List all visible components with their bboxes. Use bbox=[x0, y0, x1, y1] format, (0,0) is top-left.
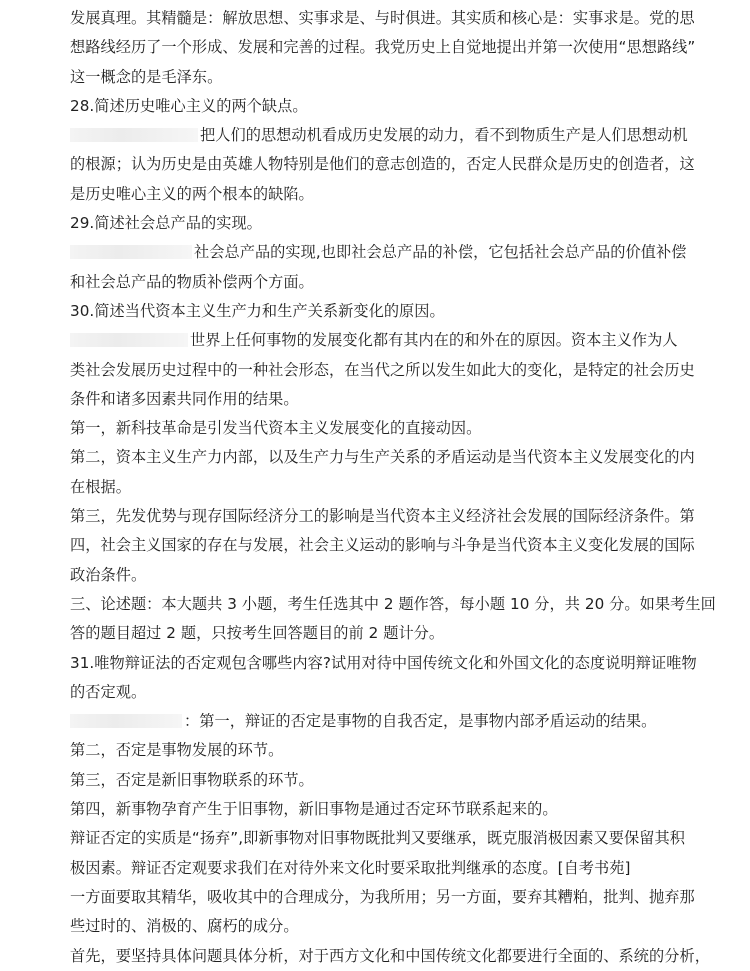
text-line: 条件和诸多因素共同作用的结果。 bbox=[70, 389, 299, 408]
text-line: 第二，资本主义生产力内部，以及生产力与生产关系的矛盾运动是当代资本主义发展变化的内 bbox=[70, 448, 695, 467]
text-line: 和社会总产品的物质补偿两个方面。 bbox=[70, 272, 314, 291]
answer-line bbox=[70, 707, 722, 736]
text-line: 答的题目超过 2 题，只按考生回答题目的前 2 题计分。 bbox=[70, 624, 445, 643]
redacted-answer-label bbox=[70, 714, 182, 728]
text-line: 第一，新科技革命是引发当代资本主义发展变化的直接动因。 bbox=[70, 419, 482, 438]
answer-line bbox=[70, 121, 722, 150]
text-line: 想路线经历了一个形成、发展和完善的过程。我党历史上自觉地提出并第一次使用“思想路线” bbox=[70, 38, 696, 57]
text-line: 发展真理。其精髓是：解放思想、实事求是、与时俱进。其实质和核心是：实事求是。党的思 bbox=[70, 9, 695, 27]
answer-text: 世界上任何事物的发展变化都有其内在的和外在的原因。资本主义作为人 bbox=[190, 331, 678, 350]
section-heading: 三、论述题：本大题共 3 小题，考生任选其中 2 题作答，每小题 10 分，共 20 分。如果考生回 bbox=[70, 594, 716, 613]
text-line: 第四，新事物孕育产生于旧事物，新旧事物是通过否定环节联系起来的。 bbox=[70, 800, 558, 819]
redacted-answer-label bbox=[70, 245, 192, 259]
text-line: 些过时的、消极的、腐朽的成分。 bbox=[70, 917, 299, 936]
text-line: 一方面要取其精华，吸收其中的合理成分，为我所用；另一方面，要弃其糟粕，批判、抛弃那 bbox=[70, 887, 695, 906]
text-line: 的根源；认为历史是由英雄人物特别是他们的意志创造的，否定人民群众是历史的创造者，这 bbox=[70, 155, 695, 174]
answer-text: 社会总产品的实现,也即社会总产品的补偿，它包括社会总产品的价值补偿 bbox=[194, 243, 687, 262]
text-line: 第三，先发优势与现存国际经济分工的影响是当代资本主义经济社会发展的国际经济条件。第 bbox=[70, 507, 695, 526]
redacted-answer-label bbox=[70, 128, 198, 142]
question-31: 31.唯物辩证法的否定观包含哪些内容?试用对待中国传统文化和外国文化的态度说明辩证唯物 bbox=[70, 653, 697, 672]
answer-line bbox=[70, 238, 722, 267]
answer-text: 把人们的思想动机看成历史发展的动力，看不到物质生产是人们思想动机 bbox=[200, 126, 688, 145]
text-line: 政治条件。 bbox=[70, 565, 147, 584]
text-line: 类社会发展历史过程中的一种社会形态，在当代之所以发生如此大的变化，是特定的社会历史 bbox=[70, 360, 695, 379]
text-line: 的否定观。 bbox=[70, 682, 147, 701]
text-line: 是历史唯心主义的两个根本的缺陷。 bbox=[70, 184, 314, 203]
text-line: 第二，否定是事物发展的环节。 bbox=[70, 741, 284, 760]
text-line: 第三，否定是新旧事物联系的环节。 bbox=[70, 770, 314, 789]
question-30: 30.简述当代资本主义生产力和生产关系新变化的原因。 bbox=[70, 301, 445, 320]
answer-text: ：第一，辩证的否定是事物的自我否定，是事物内部矛盾运动的结果。 bbox=[184, 712, 657, 731]
answer-line bbox=[70, 326, 722, 355]
text-line: 首先，要坚持具体问题具体分析，对于西方文化和中国传统文化都要进行全面的、系统的分析， bbox=[70, 946, 710, 965]
text-line: 在根据。 bbox=[70, 477, 131, 496]
text-line: 这一概念的是毛泽东。 bbox=[70, 67, 223, 86]
text-line: 辩证否定的实质是“扬弃”,即新事物对旧事物既批判又要继承，既克服消极因素又要保留其积 bbox=[70, 829, 685, 848]
redacted-answer-label bbox=[70, 333, 188, 347]
text-line: 四，社会主义国家的存在与发展，社会主义运动的影响与斗争是当代资本主义变化发展的国际 bbox=[70, 536, 695, 555]
question-28: 28.简述历史唯心主义的两个缺点。 bbox=[70, 96, 308, 115]
text-line: 极因素。辩证否定观要求我们在对待外来文化时要采取批判继承的态度。[自考书苑] bbox=[70, 858, 631, 877]
question-29: 29.简述社会总产品的实现。 bbox=[70, 214, 262, 233]
